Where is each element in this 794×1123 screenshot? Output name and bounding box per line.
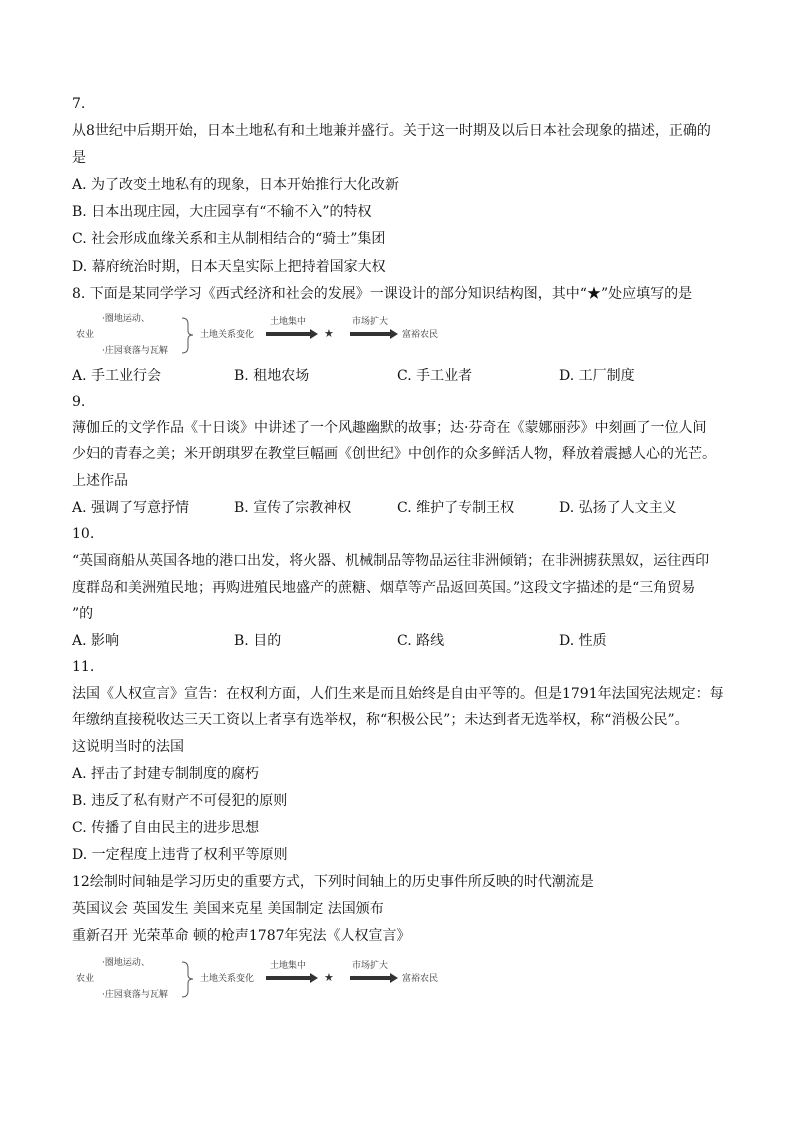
q7-stem-line2: 是: [72, 150, 86, 166]
q10-stem-line3: ”的: [72, 606, 94, 622]
q10-option-a: A. 影响: [72, 633, 120, 649]
q12-stem: 12绘制时间轴是学习历史的重要方式，下列时间轴上的历史事件所反映的时代潮流是: [72, 874, 594, 890]
q11-stem-line3: 这说明当时的法国: [72, 739, 184, 755]
q10-stem-line1: “英国商船从英国各地的港口出发，将火器、机械制品等物品运往非洲倾销；在非洲掳获黑奴，运往西印: [72, 553, 710, 569]
q9-options: [72, 498, 732, 518]
q8-stem: 8. 下面是某同学学习《西式经济和社会的发展》一课设计的部分知识结构图，其中“★”处应填写的是: [72, 286, 693, 302]
knowledge-structure-diagram-repeat: [72, 956, 444, 1002]
q10-number: 10.: [72, 526, 95, 542]
diagram-arrow1-label: 土地集中: [270, 317, 307, 327]
q11-stem-line2: 年缴纳直接税收达三天工资以上者享有选举权，称“积极公民”；未达到者无选举权，称“消极公民”。: [72, 712, 689, 728]
diagram-right: 富裕农民: [402, 974, 439, 984]
q7-option-c: C. 社会形成血缘关系和主从制相结合的“骑士”集团: [72, 231, 386, 247]
diagram-branch-bottom: ·庄园衰落与瓦解: [102, 346, 168, 356]
diagram-middle: 土地关系变化: [200, 974, 255, 984]
q11-stem-line1: 法国《人权宣言》宣告：在权利方面，人们生来是而且始终是自由平等的。但是1791年法国宪法规定：每: [72, 686, 724, 702]
q10-option-c: C. 路线: [397, 633, 445, 649]
q11-number: 11.: [72, 659, 95, 675]
q7-option-d: D. 幕府统治时期，日本天皇实际上把持着国家大权: [72, 259, 386, 275]
q9-stem-line2: 少妇的青春之美；米开朗琪罗在教堂巨幅画《创世纪》中创作的众多鲜活人物，释放着震撼人心的光芒。: [72, 446, 716, 462]
q8-option-a: A. 手工业行会: [72, 368, 162, 384]
q9-stem-line1: 薄伽丘的文学作品《十日谈》中讲述了一个风趣幽默的故事；达·芬奇在《蒙娜丽莎》中刻画了一位人间: [72, 420, 707, 436]
q8-option-c: C. 手工业者: [397, 368, 473, 384]
q10-option-d: D. 性质: [559, 633, 607, 649]
diagram-arrow1-label: 土地集中: [270, 961, 307, 971]
q8-options: [72, 366, 732, 386]
diagram-arrow2-label: 市场扩大: [352, 961, 389, 971]
q8-option-d: D. 工厂制度: [559, 368, 635, 384]
q9-option-c: C. 维护了专制王权: [397, 500, 515, 516]
q7-stem-line1: 从8世纪中后期开始，日本土地私有和土地兼并盛行。关于这一时期及以后日本社会现象的描述，正确的: [72, 123, 711, 139]
q9-number: 9.: [72, 394, 86, 410]
knowledge-structure-diagram: [72, 312, 444, 358]
q11-option-b: B. 违反了私有财产不可侵犯的原则: [72, 793, 288, 809]
diagram-branch-top: ·圈地运动、: [102, 314, 150, 324]
diagram-star: ★: [324, 971, 334, 984]
q10-option-b: B. 目的: [234, 633, 282, 649]
diagram-branch-top: ·圈地运动、: [102, 958, 150, 968]
q12-timeline-row2: 重新召开 光荣革命 顿的枪声1787年宪法《人权宣言》: [72, 928, 411, 944]
diagram-middle: 土地关系变化: [200, 330, 255, 340]
q7-number: 7.: [72, 96, 86, 112]
q12-timeline-row1: 英国议会 英国发生 美国来克星 美国制定 法国颁布: [72, 901, 384, 917]
diagram-arrow2-label: 市场扩大: [352, 317, 389, 327]
q10-stem-line2: 度群岛和美洲殖民地；再购进殖民地盛产的蔗糖、烟草等产品返回英国。”这段文字描述的是“三角贸易: [72, 580, 696, 596]
q11-option-d: D. 一定程度上违背了权利平等原则: [72, 847, 288, 863]
q11-option-a: A. 抨击了封建专制制度的腐朽: [72, 766, 260, 782]
q9-option-a: A. 强调了写意抒情: [72, 500, 190, 516]
q7-option-b: B. 日本出现庄园，大庄园享有“不输不入”的特权: [72, 204, 372, 220]
diagram-star: ★: [324, 327, 334, 340]
diagram-left-label: 农业: [76, 330, 95, 340]
diagram-left-label: 农业: [76, 974, 95, 984]
q9-option-b: B. 宣传了宗教神权: [234, 500, 352, 516]
q7-option-a: A. 为了改变土地私有的现象，日本开始推行大化改新: [72, 177, 400, 193]
q9-stem-line3: 上述作品: [72, 473, 128, 489]
q9-option-d: D. 弘扬了人文主义: [559, 500, 677, 516]
diagram-right: 富裕农民: [402, 330, 439, 340]
q10-options: [72, 631, 732, 651]
q8-option-b: B. 租地农场: [234, 368, 310, 384]
q11-option-c: C. 传播了自由民主的进步思想: [72, 820, 260, 836]
diagram-branch-bottom: ·庄园衰落与瓦解: [102, 990, 168, 1000]
